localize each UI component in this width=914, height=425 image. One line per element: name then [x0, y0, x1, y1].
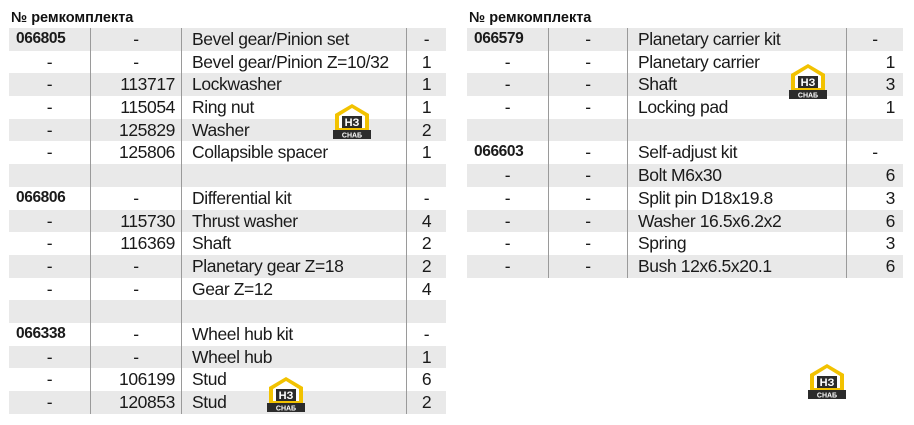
svg-text:НЗ: НЗ — [344, 117, 360, 129]
svg-text:СНАБ: СНАБ — [797, 92, 819, 99]
part-name-cell: Locking pad — [628, 96, 847, 119]
table-row — [9, 164, 446, 187]
part-name-cell — [182, 300, 407, 323]
part-code-cell: - — [549, 164, 628, 187]
part-code-cell: - — [549, 232, 628, 255]
kit-number-cell: - — [9, 119, 91, 142]
table-row — [467, 164, 903, 187]
part-name-cell: Lockwasher — [182, 73, 407, 96]
table-row — [9, 119, 446, 142]
quantity-cell: 4 — [421, 210, 432, 231]
table-row — [467, 141, 903, 164]
quantity-cell: - — [872, 29, 878, 49]
table-row — [467, 210, 903, 233]
table-row — [9, 28, 446, 51]
part-code-cell: 113717 — [91, 73, 182, 96]
quantity-cell: 1 — [421, 51, 432, 72]
kit-number-cell: - — [9, 96, 91, 119]
left-parts-table — [9, 8, 446, 414]
kit-number-cell — [9, 300, 91, 323]
part-code-cell: - — [91, 255, 182, 278]
nz-snab-logo — [267, 376, 305, 417]
kit-number-cell: - — [467, 164, 549, 187]
svg-text:НЗ: НЗ — [800, 77, 816, 89]
quantity-cell: 1 — [885, 97, 895, 118]
quantity-cell: - — [423, 187, 430, 208]
kit-number-cell: 066603 — [467, 141, 549, 164]
quantity-cell: 6 — [885, 165, 895, 186]
quantity-cell: - — [423, 323, 430, 344]
table-row — [9, 323, 446, 346]
part-code-cell: 125806 — [91, 141, 182, 164]
kit-number-cell: - — [467, 255, 549, 278]
part-code-cell: - — [549, 255, 628, 278]
part-code-cell: 106199 — [91, 368, 182, 391]
left-table-title: № ремкомплекта — [11, 10, 134, 26]
part-name-cell: Bevel gear/Pinion set — [182, 28, 407, 51]
kit-number-cell: 066805 — [9, 28, 91, 51]
kit-number-cell: - — [9, 210, 91, 233]
part-code-cell: 116369 — [91, 232, 182, 255]
svg-text:СНАБ: СНАБ — [816, 392, 838, 399]
part-name-cell: Collapsible spacer — [182, 141, 407, 164]
quantity-cell — [407, 164, 446, 187]
quantity-cell: 2 — [421, 392, 432, 412]
part-name-cell: Wheel hub kit — [182, 323, 407, 346]
right-parts-table — [467, 8, 903, 278]
quantity-cell: 1 — [421, 74, 432, 95]
table-row — [467, 96, 903, 119]
part-name-cell: Washer 16.5x6.2x2 — [628, 210, 847, 233]
nz-snab-logo — [789, 63, 827, 104]
nz-snab-logo — [333, 103, 371, 144]
table-row — [9, 96, 446, 119]
part-name-cell: Split pin D18x19.8 — [628, 187, 847, 210]
right-table-body — [467, 28, 903, 278]
part-name-cell: Ring nut — [182, 96, 407, 119]
table-row — [467, 232, 903, 255]
part-name-cell: Washer — [182, 119, 407, 142]
part-code-cell: - — [549, 51, 628, 74]
table-row — [9, 346, 446, 369]
nz-snab-logo — [808, 363, 846, 404]
part-name-cell: Stud — [182, 391, 407, 414]
quantity-cell: 2 — [421, 255, 432, 276]
part-name-cell — [182, 164, 407, 187]
svg-text:НЗ: НЗ — [278, 390, 294, 402]
part-code-cell: 120853 — [91, 391, 182, 414]
part-name-cell: Bush 12x6.5x20.1 — [628, 255, 847, 278]
table-row — [9, 73, 446, 96]
part-code-cell: - — [91, 346, 182, 369]
table-row — [9, 278, 446, 301]
part-name-cell: Planetary gear Z=18 — [182, 255, 407, 278]
kit-number-cell — [467, 119, 549, 142]
quantity-cell: 1 — [421, 97, 432, 118]
quantity-cell: 3 — [885, 187, 895, 208]
table-row — [9, 368, 446, 391]
kit-number-cell: - — [467, 232, 549, 255]
part-name-cell — [628, 119, 847, 142]
svg-text:НЗ: НЗ — [819, 377, 835, 389]
part-name-cell: Self-adjust kit — [628, 141, 847, 164]
right-table-title: № ремкомплекта — [469, 10, 592, 26]
table-row — [9, 300, 446, 323]
part-name-cell: Gear Z=12 — [182, 278, 407, 301]
part-name-cell: Differential kit — [182, 187, 407, 210]
kit-number-cell: - — [9, 391, 91, 414]
table-row — [467, 119, 903, 142]
table-row — [9, 232, 446, 255]
kit-number-cell: 066579 — [467, 28, 549, 51]
part-code-cell: - — [549, 96, 628, 119]
part-name-cell: Planetary carrier kit — [628, 28, 847, 51]
part-code-cell: 125829 — [91, 119, 182, 142]
part-name-cell: Stud — [182, 368, 407, 391]
kit-number-cell: - — [9, 141, 91, 164]
part-code-cell: - — [549, 187, 628, 210]
left-table-body — [9, 28, 446, 414]
kit-number-cell: - — [467, 51, 549, 74]
kit-number-cell: - — [9, 51, 91, 74]
part-name-cell: Wheel hub — [182, 346, 407, 369]
table-row — [467, 28, 903, 51]
table-row — [9, 391, 446, 414]
quantity-cell: 1 — [885, 51, 895, 72]
kit-number-cell: - — [467, 96, 549, 119]
part-name-cell: Shaft — [182, 232, 407, 255]
quantity-cell: 2 — [421, 233, 432, 254]
part-name-cell: Thrust washer — [182, 210, 407, 233]
table-row — [9, 210, 446, 233]
quantity-cell — [407, 300, 446, 323]
table-row — [9, 141, 446, 164]
part-code-cell: - — [91, 28, 182, 51]
quantity-cell — [847, 119, 903, 142]
kit-number-cell — [9, 164, 91, 187]
part-code-cell: - — [91, 278, 182, 301]
quantity-cell: 3 — [885, 74, 895, 95]
table-row — [467, 187, 903, 210]
quantity-cell: 6 — [885, 210, 895, 231]
kit-number-cell: - — [9, 278, 91, 301]
part-code-cell — [549, 119, 628, 142]
part-code-cell: - — [91, 51, 182, 74]
part-code-cell: - — [91, 187, 182, 210]
kit-number-cell: 066338 — [9, 323, 91, 346]
quantity-cell: 4 — [421, 278, 432, 299]
part-code-cell: - — [549, 28, 628, 51]
table-row — [467, 73, 903, 96]
part-name-cell: Spring — [628, 232, 847, 255]
part-code-cell: - — [549, 141, 628, 164]
svg-text:СНАБ: СНАБ — [275, 405, 297, 412]
kit-number-cell: 066806 — [9, 187, 91, 210]
kit-number-cell: - — [9, 73, 91, 96]
part-name-cell: Shaft — [628, 73, 847, 96]
part-code-cell: - — [549, 210, 628, 233]
table-row — [467, 255, 903, 278]
table-row — [9, 187, 446, 210]
part-name-cell: Bolt M6x30 — [628, 164, 847, 187]
kit-number-cell: - — [9, 368, 91, 391]
part-code-cell — [91, 164, 182, 187]
quantity-cell: 6 — [885, 255, 895, 276]
table-row — [9, 51, 446, 74]
part-name-cell: Planetary carrier — [628, 51, 847, 74]
quantity-cell: 3 — [885, 233, 895, 254]
part-name-cell: Bevel gear/Pinion Z=10/32 — [182, 51, 407, 74]
svg-text:СНАБ: СНАБ — [341, 132, 363, 139]
kit-number-cell: - — [9, 346, 91, 369]
quantity-cell: 6 — [421, 369, 432, 390]
part-code-cell: 115730 — [91, 210, 182, 233]
kit-number-cell: - — [467, 187, 549, 210]
kit-number-cell: - — [467, 210, 549, 233]
kit-number-cell: - — [9, 255, 91, 278]
quantity-cell: 1 — [421, 142, 432, 163]
part-code-cell: - — [91, 323, 182, 346]
quantity-cell: - — [423, 29, 430, 49]
kit-number-cell: - — [467, 73, 549, 96]
kit-number-cell: - — [9, 232, 91, 255]
table-row — [467, 51, 903, 74]
part-code-cell — [91, 300, 182, 323]
part-code-cell: - — [549, 73, 628, 96]
quantity-cell: 2 — [421, 119, 432, 140]
quantity-cell: 1 — [421, 346, 432, 367]
table-row — [9, 255, 446, 278]
part-code-cell: 115054 — [91, 96, 182, 119]
quantity-cell: - — [872, 142, 878, 163]
